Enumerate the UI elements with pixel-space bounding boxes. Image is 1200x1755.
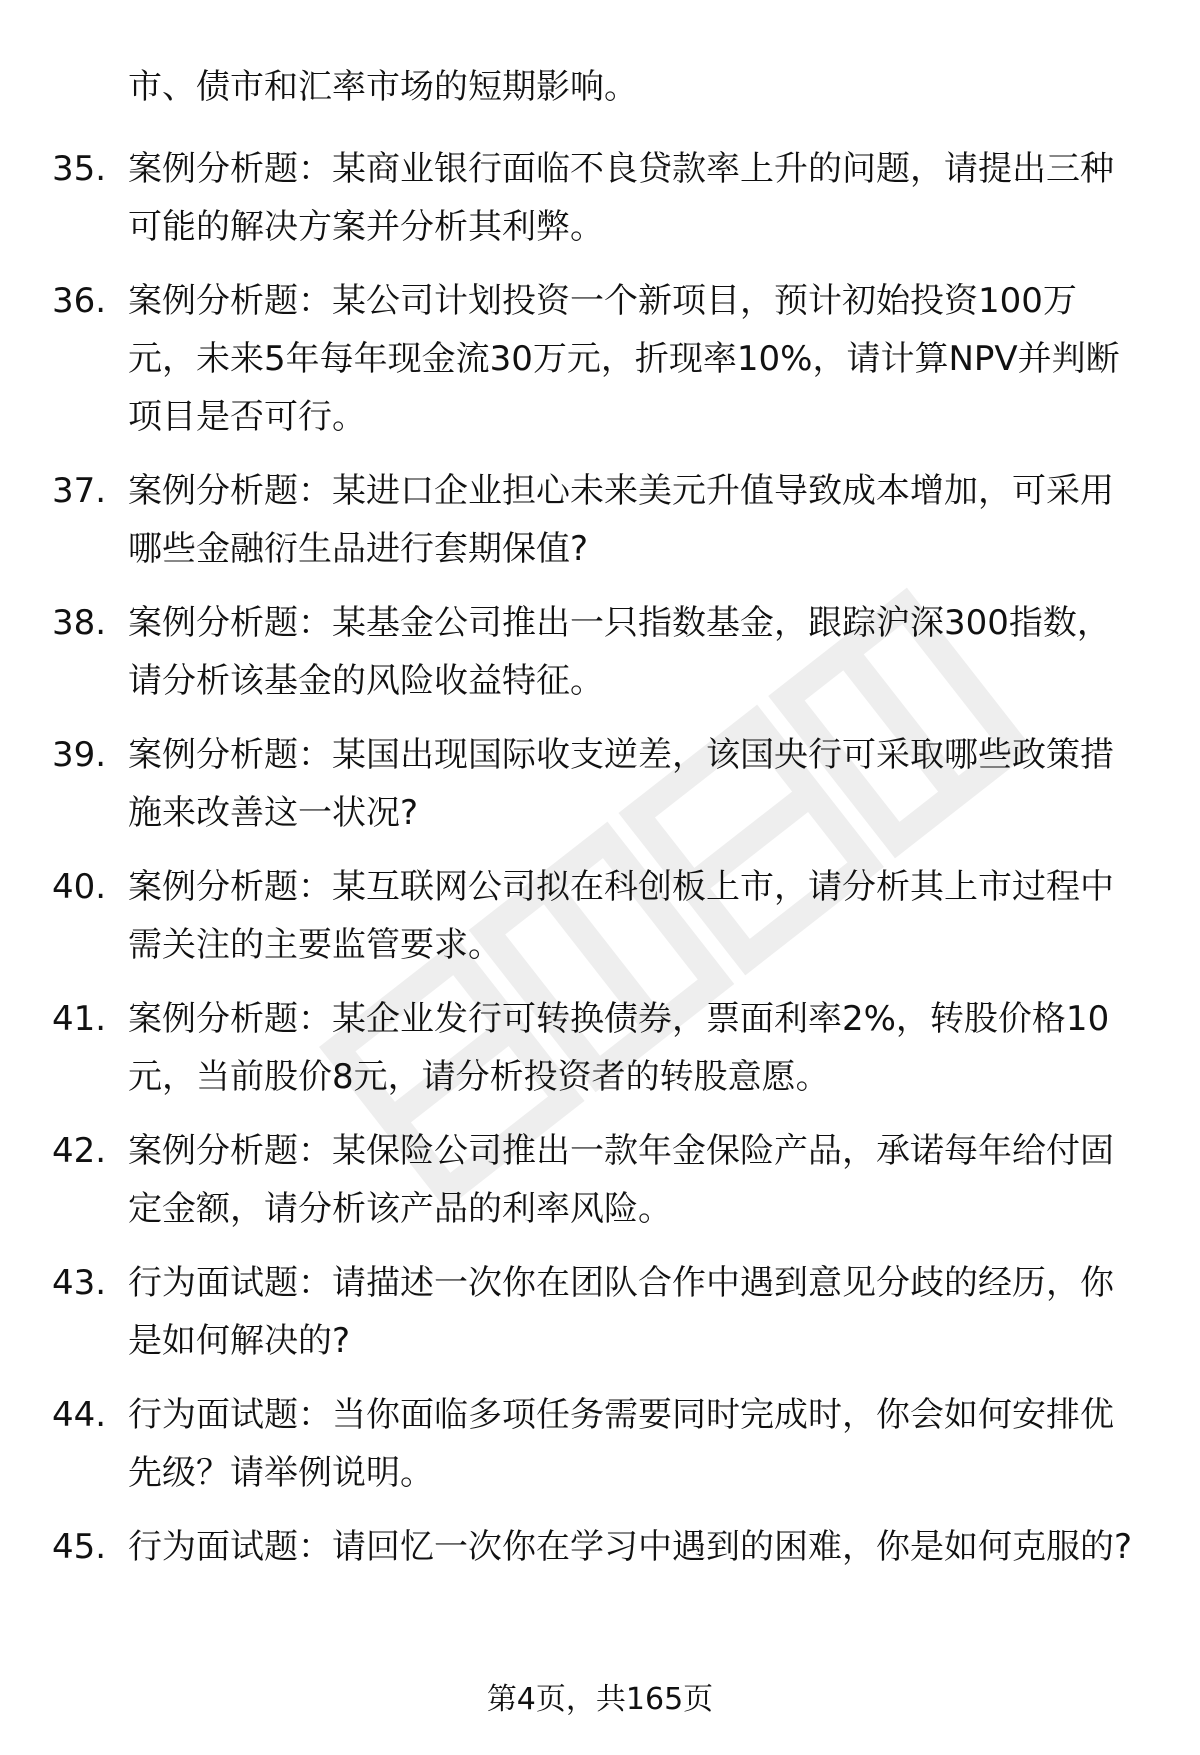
question-number: 41. <box>52 999 107 1039</box>
question-item <box>52 1518 1152 1576</box>
question-number: 44. <box>52 1395 107 1435</box>
question-list <box>52 140 1152 1592</box>
question-number: 45. <box>52 1527 107 1567</box>
question-item <box>52 990 1152 1106</box>
question-text: 案例分析题：某保险公司推出一款年金保险产品，承诺每年给付固定金额，请分析该产品的利率风险。 <box>128 1131 1114 1229</box>
question-item <box>52 1254 1152 1370</box>
question-number: 35. <box>52 149 107 189</box>
question-item <box>52 594 1152 710</box>
question-text: 案例分析题：某公司计划投资一个新项目，预计初始投资100万元，未来5年每年现金流30万元，折现率10%，请计算NPV并判断项目是否可行。 <box>128 281 1120 437</box>
question-item <box>52 726 1152 842</box>
question-item <box>52 858 1152 974</box>
question-text: 案例分析题：某进口企业担心未来美元升值导致成本增加，可采用哪些金融衍生品进行套期保值? <box>128 471 1114 569</box>
question-text: 案例分析题：某商业银行面临不良贷款率上升的问题，请提出三种可能的解决方案并分析其利弊。 <box>128 149 1114 247</box>
continuation-text: 市、债市和汇率市场的短期影响。 <box>128 67 638 107</box>
question-text: 案例分析题：某互联网公司拟在科创板上市，请分析其上市过程中需关注的主要监管要求。 <box>128 867 1114 965</box>
question-text: 行为面试题：请回忆一次你在学习中遇到的困难，你是如何克服的? <box>128 1527 1133 1567</box>
page-footer: 第4页，共165页 <box>486 1682 714 1717</box>
question-text: 案例分析题：某基金公司推出一只指数基金，跟踪沪深300指数，请分析该基金的风险收益特征。 <box>128 603 1111 701</box>
question-item <box>52 140 1152 256</box>
question-item <box>52 1122 1152 1238</box>
question-number: 42. <box>52 1131 107 1171</box>
question-number: 38. <box>52 603 107 643</box>
question-number: 39. <box>52 735 107 775</box>
question-number: 43. <box>52 1263 107 1303</box>
question-number: 37. <box>52 471 107 511</box>
question-text: 行为面试题：当你面临多项任务需要同时完成时，你会如何安排优先级？请举例说明。 <box>128 1395 1114 1493</box>
question-item <box>52 1386 1152 1502</box>
question-item <box>52 462 1152 578</box>
question-text: 行为面试题：请描述一次你在团队合作中遇到意见分歧的经历，你是如何解决的? <box>128 1263 1114 1361</box>
question-text: 案例分析题：某国出现国际收支逆差，该国央行可采取哪些政策措施来改善这一状况? <box>128 735 1114 833</box>
question-item <box>52 272 1152 446</box>
question-number: 36. <box>52 281 107 321</box>
question-number: 40. <box>52 867 107 907</box>
question-text: 案例分析题：某企业发行可转换债券，票面利率2%，转股价格10元，当前股价8元，请分析投资者的转股意愿。 <box>128 999 1110 1097</box>
